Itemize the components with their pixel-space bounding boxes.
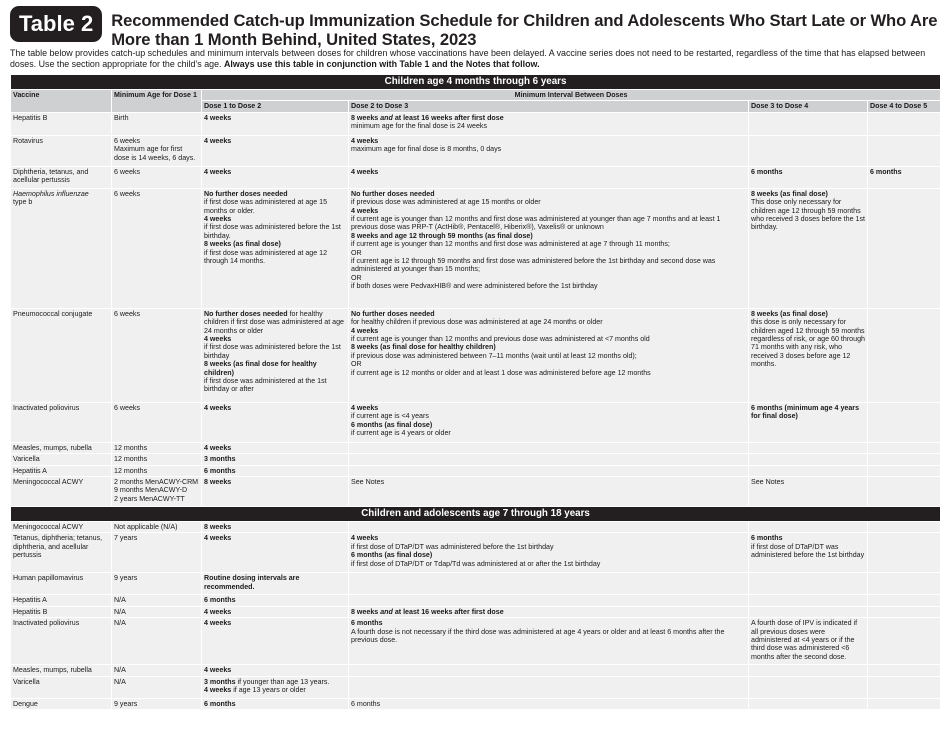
table-row (11, 522, 941, 533)
empty-cell (349, 595, 749, 606)
col-dose2-3: Dose 2 to Dose 3 (349, 101, 749, 112)
dose-interval: 6 months A fourth dose is not necessary if the third dose was administered at age 4 years or older and at least 6 months after the previous dose. (349, 618, 749, 665)
dose-interval: 6 months if first dose of DTaP/DT was administered before the 1st birthday (749, 533, 868, 573)
vaccine-name: Hepatitis B (11, 606, 112, 617)
empty-cell (868, 595, 941, 606)
table-row (11, 402, 941, 442)
empty-cell (749, 112, 868, 135)
dose-interval: 4 weeks (202, 533, 349, 573)
table-row (11, 698, 941, 709)
empty-cell (349, 522, 749, 533)
table-row (11, 606, 941, 617)
section-old-title: Children and adolescents age 7 through 18 years (11, 507, 941, 522)
table-row (11, 477, 941, 507)
vaccine-name: Hepatitis A (11, 465, 112, 476)
dose-interval: 4 weeks maximum age for final dose is 8 months, 0 days (349, 135, 749, 166)
dose-interval: No further doses needed for healthy children if previous dose was administered at age 24 months or older 4 weeks if current age is younger than 12 months and previous dose was administered at <7 months old 8 weeks (as final dose for healthy children) if previous dose was administered between 7–11 months (wait until at least 12 months old); OR if current age is 12 months or older and at least 1 dose was administered before age 12 months (349, 308, 749, 402)
col-dose4-5: Dose 4 to Dose 5 (868, 101, 941, 112)
catch-up-table (10, 74, 941, 710)
empty-cell (349, 676, 749, 698)
min-age: 6 weeks (112, 166, 202, 188)
dose-interval: 4 weeks (202, 442, 349, 453)
dose-interval: 4 weeks if first dose of DTaP/DT was administered before the 1st birthday 6 months (as final dose) if first dose of DTaP/DT or Tdap/Td was administered at or after the 1st birthday (349, 533, 749, 573)
intro-text: The table below provides catch-up schedules and minimum intervals between doses for children whose vaccinations have been delayed. A vaccine series does not need to be restarted, regardless of the time that has elapsed between doses. Use the section appropriate for the child’s age. (10, 48, 926, 69)
dose-interval: 4 weeks (202, 665, 349, 676)
table-row (11, 166, 941, 188)
table-row (11, 188, 941, 308)
min-age: 6 weeks (112, 402, 202, 442)
empty-cell (868, 188, 941, 308)
empty-cell (749, 442, 868, 453)
min-age: Birth (112, 112, 202, 135)
vaccine-name: Rotavirus (11, 135, 112, 166)
min-age: N/A (112, 595, 202, 606)
min-age: 12 months (112, 454, 202, 465)
min-age: N/A (112, 618, 202, 665)
min-age: 12 months (112, 465, 202, 476)
table-row (11, 533, 941, 573)
empty-cell (749, 465, 868, 476)
table-row (11, 573, 941, 595)
empty-cell (749, 522, 868, 533)
dose-interval: 6 months (749, 166, 868, 188)
empty-cell (868, 676, 941, 698)
dose-interval: 4 weeks (202, 112, 349, 135)
dose-interval: 8 weeks (as final dose) this dose is only necessary for children aged 12 through 59 months regardless of risk, or age 60 through 71 months with any risk, who received 3 doses before age 12 months. (749, 308, 868, 402)
dose-interval: 4 weeks (202, 618, 349, 665)
min-age: 6 weeks (112, 188, 202, 308)
dose-interval: 6 months (202, 698, 349, 709)
dose-interval: 6 months (202, 465, 349, 476)
empty-cell (868, 442, 941, 453)
table-row (11, 308, 941, 402)
section-band (11, 75, 941, 90)
min-age: N/A (112, 676, 202, 698)
vaccine-name: Meningococcal ACWY (11, 522, 112, 533)
dose-interval: 4 weeks if current age is <4 years 6 months (as final dose) if current age is 4 years or older (349, 402, 749, 442)
empty-cell (868, 522, 941, 533)
empty-cell (868, 308, 941, 402)
header (10, 6, 940, 49)
col-min-age: Minimum Age for Dose 1 (112, 90, 202, 113)
table-row (11, 595, 941, 606)
min-age: N/A (112, 606, 202, 617)
dose-interval: 8 weeks (as final dose) This dose only necessary for children age 12 through 59 months who received 3 doses before the 1st birthday. (749, 188, 868, 308)
empty-cell (868, 477, 941, 507)
table-row (11, 135, 941, 166)
min-age: 9 years (112, 573, 202, 595)
min-age: 6 weeks Maximum age for first dose is 14 weeks, 6 days. (112, 135, 202, 166)
dose-interval: No further doses needed for healthy children if first dose was administered at age 24 months or older 4 weeks if first dose was administered before the 1st birthday 8 weeks (as final dose for healthy children) if first dose was administered at the 1st birthday or after (202, 308, 349, 402)
dose-interval: 6 months (202, 595, 349, 606)
min-age: 2 months MenACWY-CRM 9 months MenACWY-D 2 years MenACWY-TT (112, 477, 202, 507)
table-row (11, 676, 941, 698)
min-age: Not applicable (N/A) (112, 522, 202, 533)
table-row (11, 112, 941, 135)
vaccine-name: Hepatitis B (11, 112, 112, 135)
vaccine-name: Tetanus, diphtheria; tetanus, diphtheria, and acellular pertussis (11, 533, 112, 573)
dose-interval: 6 months (349, 698, 749, 709)
empty-cell (868, 402, 941, 442)
min-age: 6 weeks (112, 308, 202, 402)
empty-cell (749, 676, 868, 698)
vaccine-name: Varicella (11, 676, 112, 698)
min-age: 9 years (112, 698, 202, 709)
dose-interval: No further doses needed if previous dose was administered at age 15 months or older 4 weeks if current age is younger than 12 months and first dose was administered at younger than age 7 months and at least 1 previous dose was PRP-T (ActHib®, Pentacel®, Hiberix®), Vaxelis® or unknown 8 weeks and age 12 through 59 months (as final dose) if current age is younger than 12 months and first dose was administered at age 7 through 11 months; OR if current age is 12 through 59 months and first dose was administered before the 1st birthday and second dose was administered at younger than 15 months; OR if both doses were PedvaxHIB® and were administered before the 1st birthday (349, 188, 749, 308)
dose-interval: 4 weeks (202, 606, 349, 617)
table-row (11, 442, 941, 453)
table-badge: Table 2 (10, 6, 102, 42)
empty-cell (749, 135, 868, 166)
vaccine-name: Dengue (11, 698, 112, 709)
section-band (11, 507, 941, 522)
empty-cell (349, 573, 749, 595)
dose-interval: 4 weeks (202, 402, 349, 442)
empty-cell (349, 465, 749, 476)
vaccine-name: Inactivated poliovirus (11, 618, 112, 665)
dose-interval: 8 weeks and at least 16 weeks after first dose (349, 606, 749, 617)
dose-interval: 3 months (202, 454, 349, 465)
min-age: N/A (112, 665, 202, 676)
col-vaccine: Vaccine (11, 90, 112, 113)
dose-interval: 4 weeks (202, 135, 349, 166)
table-row (11, 665, 941, 676)
section-young-title: Children age 4 months through 6 years (11, 75, 941, 90)
empty-cell (349, 665, 749, 676)
empty-cell (868, 698, 941, 709)
empty-cell (749, 595, 868, 606)
dose-interval: A fourth dose of IPV is indicated if all previous doses were administered at <4 years or if the third dose was administered <6 months after the second dose. (749, 618, 868, 665)
dose-interval: See Notes (749, 477, 868, 507)
dose-interval: 4 weeks (349, 166, 749, 188)
empty-cell (868, 454, 941, 465)
empty-cell (349, 442, 749, 453)
dose-interval: 6 months (868, 166, 941, 188)
empty-cell (868, 618, 941, 665)
empty-cell (749, 573, 868, 595)
vaccine-name: Pneumococcal conjugate (11, 308, 112, 402)
table-row (11, 618, 941, 665)
dose-interval: 8 weeks (202, 477, 349, 507)
empty-cell (349, 454, 749, 465)
empty-cell (868, 573, 941, 595)
empty-cell (868, 465, 941, 476)
page-title: Recommended Catch-up Immunization Schedule for Children and Adolescents Who Start Late or Who Are More than 1 Month Behind, United States, 2023 (111, 11, 938, 49)
dose-interval: 6 months (minimum age 4 years for final dose) (749, 402, 868, 442)
vaccine-name: Human papillomavirus (11, 573, 112, 595)
col-dose1-2: Dose 1 to Dose 2 (202, 101, 349, 112)
vaccine-name: Hepatitis A (11, 595, 112, 606)
dose-interval: No further doses needed if first dose was administered at age 15 months or older. 4 weeks if first dose was administered before the 1st birthday. 8 weeks (as final dose) if first dose was administered at age 12 through 14 months. (202, 188, 349, 308)
min-age: 7 years (112, 533, 202, 573)
dose-interval: 8 weeks (202, 522, 349, 533)
intro-paragraph (10, 48, 940, 70)
vaccine-name: Diphtheria, tetanus, and acellular pertussis (11, 166, 112, 188)
empty-cell (868, 533, 941, 573)
dose-interval: See Notes (349, 477, 749, 507)
vaccine-name: Inactivated poliovirus (11, 402, 112, 442)
intro-emphasis: Always use this table in conjunction with Table 1 and the Notes that follow. (223, 59, 540, 69)
empty-cell (749, 698, 868, 709)
vaccine-name: Haemophilus influenzae type b (11, 188, 112, 308)
empty-cell (749, 606, 868, 617)
empty-cell (868, 665, 941, 676)
dose-interval: 4 weeks (202, 166, 349, 188)
empty-cell (868, 135, 941, 166)
vaccine-name: Meningococcal ACWY (11, 477, 112, 507)
min-age: 12 months (112, 442, 202, 453)
col-interval: Minimum Interval Between Doses (202, 90, 941, 101)
empty-cell (868, 112, 941, 135)
empty-cell (868, 606, 941, 617)
empty-cell (749, 665, 868, 676)
empty-cell (749, 454, 868, 465)
table-row (11, 454, 941, 465)
col-dose3-4: Dose 3 to Dose 4 (749, 101, 868, 112)
dose-interval: 3 months if younger than age 13 years. 4 weeks if age 13 years or older (202, 676, 349, 698)
dose-interval: Routine dosing intervals are recommended. (202, 573, 349, 595)
table-row (11, 465, 941, 476)
dose-interval: 8 weeks and at least 16 weeks after first dose minimum age for the final dose is 24 weeks (349, 112, 749, 135)
column-header-row (11, 90, 941, 101)
vaccine-name: Measles, mumps, rubella (11, 665, 112, 676)
vaccine-name: Measles, mumps, rubella (11, 442, 112, 453)
vaccine-name: Varicella (11, 454, 112, 465)
